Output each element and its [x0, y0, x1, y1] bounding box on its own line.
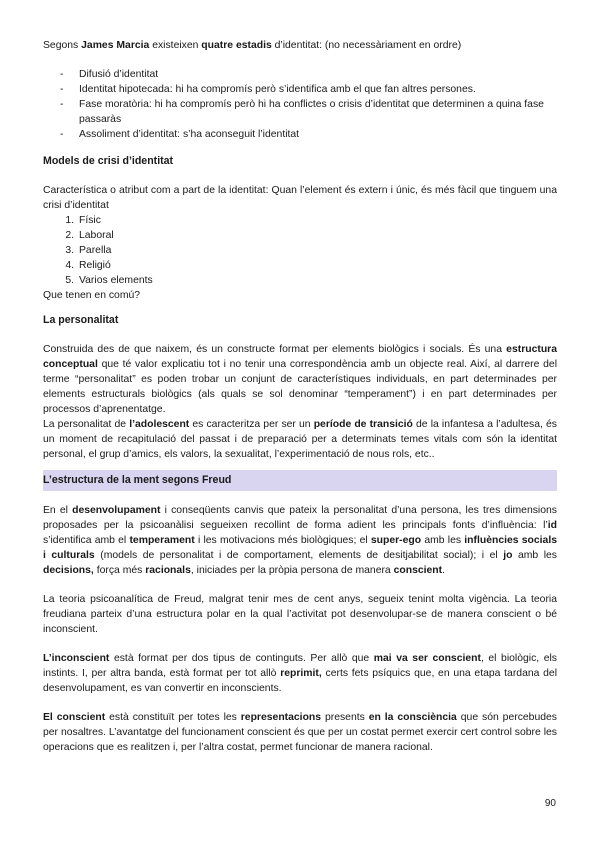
list-item: 2. Laboral: [65, 230, 114, 241]
bold-text: jo: [503, 550, 513, 561]
text-run: .: [442, 565, 446, 576]
list-item: 1. Físic: [65, 215, 101, 226]
list-item: 5. Varios elements: [65, 275, 153, 286]
bold-text: racionals: [145, 565, 191, 576]
text-run: està constituït per totes les: [105, 712, 241, 723]
page-number: 90: [544, 798, 556, 809]
list-item: - Difusió d’identitat: [60, 69, 159, 80]
bold-text: super-ego: [370, 535, 422, 546]
list-item: - Assoliment d’identitat: s’ha aconseguit l’identitat: [60, 129, 300, 140]
bold-text: conscient: [393, 565, 443, 576]
bold-text: en la consciència: [368, 712, 457, 723]
crisis-question: Que tenen en comú?: [43, 290, 141, 301]
personality-paragraph-2: La personalitat de l’adolescent es caracteritza per ser un període de transició de la infantesa a l’adultesa, és un moment de recapitulació del passat i de preparació per a determinats temes vitals com són la identitat personal, el grup d’amics, els valors, la sexualitat, l’experimentació de nous rols, etc..: [43, 419, 557, 460]
text-run: i conseqüents canvis que pateix la personalitat d’una persona, les tres dimensions proposades per la psicoanàlisi segueixen recollint de forma adient les principals fonts d’influència: l’: [43, 505, 557, 531]
bold-text: decisions,: [43, 565, 94, 576]
freud-paragraph-3: [43, 651, 557, 696]
bold-text: reprimit,: [280, 668, 322, 679]
text-run: que són percebudes per nosaltres. L’avantatge del funcionament conscient és que per un costat permet exercir cert control sobre les operacions que es realitzen i, per l’altra costat, permet funcionar de manera racional.: [43, 712, 557, 753]
crisis-paragraph: Característica o atribut com a part de la identitat: Quan l’element és extern i únic, és més fàcil que tinguem una crisi d’identitat: [43, 185, 557, 211]
identity-stages-list: [43, 67, 557, 142]
list-item: - Fase moratòria: hi ha compromís però hi ha conflictes o crisis d’identitat que determinen a quina fase passaràs: [60, 99, 544, 125]
text-run: amb les: [512, 550, 557, 561]
bold-text: El conscient: [43, 712, 106, 723]
text-run: i les motivacions més biològiques; el: [194, 535, 371, 546]
personality-heading: La personalitat: [43, 314, 119, 326]
text-run: està format per dos tipus de continguts. Per allò que: [109, 653, 374, 664]
bold-text: mai va ser conscient: [373, 653, 481, 664]
text-run: , iniciades per la pròpia persona de manera: [190, 565, 394, 576]
freud-paragraph-1: [43, 503, 557, 578]
bold-text: representacions: [240, 712, 322, 723]
text-run: s’identifica amb el: [43, 535, 130, 546]
bold-text: L’inconscient: [43, 653, 110, 664]
author-name: James Marcia: [81, 40, 150, 51]
text-run: certs fets psíquics que, en una etapa tardana del desenvolupament, es van convertir en inconscients.: [43, 668, 558, 694]
bold-text: id: [547, 520, 557, 531]
freud-section-heading: L’estructura de la ment segons Freud: [43, 470, 557, 491]
list-item: - Identitat hipotecada: hi ha compromís però s’identifica amb el que fan altres persones.: [60, 84, 476, 95]
text-run: força més: [93, 565, 146, 576]
crisis-heading: Models de crisi d’identitat: [43, 155, 174, 167]
personality-paragraph-1: Construida des de que naixem, és un constructe format per elements biològics i socials. És una estructura conceptual que té valor explicatiu tot i no tenir una correspondència amb un objecte real. Així, al darrere del terme “personalitat” es poden trobar un conjunt de característiques individuals, en part determinades per elements estructurals biològics (als quals se sol denominar “temperament”) i en part determinades per processos d’aprenentatge.: [43, 344, 557, 415]
bold-text: desenvolupament: [72, 505, 161, 516]
text-run: En el: [43, 505, 73, 516]
bold-text: influències socials i culturals: [43, 535, 557, 561]
list-item: 3. Parella: [65, 245, 112, 256]
bold-text: temperament: [129, 535, 195, 546]
crisis-list: [43, 213, 557, 288]
text-run: presents: [321, 712, 369, 723]
intro-paragraph: Segons James Marcia existeixen quatre estadis d’identitat: (no necessàriament en ordre): [43, 40, 462, 51]
list-item: 4. Religió: [65, 260, 111, 271]
freud-paragraph-4: [43, 710, 557, 755]
text-run: (models de personalitat i de comportament, elements de desitjabilitat social); i el: [94, 550, 504, 561]
document-page: [43, 38, 557, 755]
freud-paragraph-2: La teoria psicoanalítica de Freud, malgrat tenir mes de cent anys, segueix tenint molta vigència. La teoria freudiana parteix d’una estructura polar en la qual l’activitat pot desenvolupar-se de manera conscient o bé inconscient.: [43, 594, 557, 635]
text-run: , el biològic, els instints. I, per altra banda, està format per tot allò: [43, 653, 557, 679]
text-run: amb les: [421, 535, 465, 546]
